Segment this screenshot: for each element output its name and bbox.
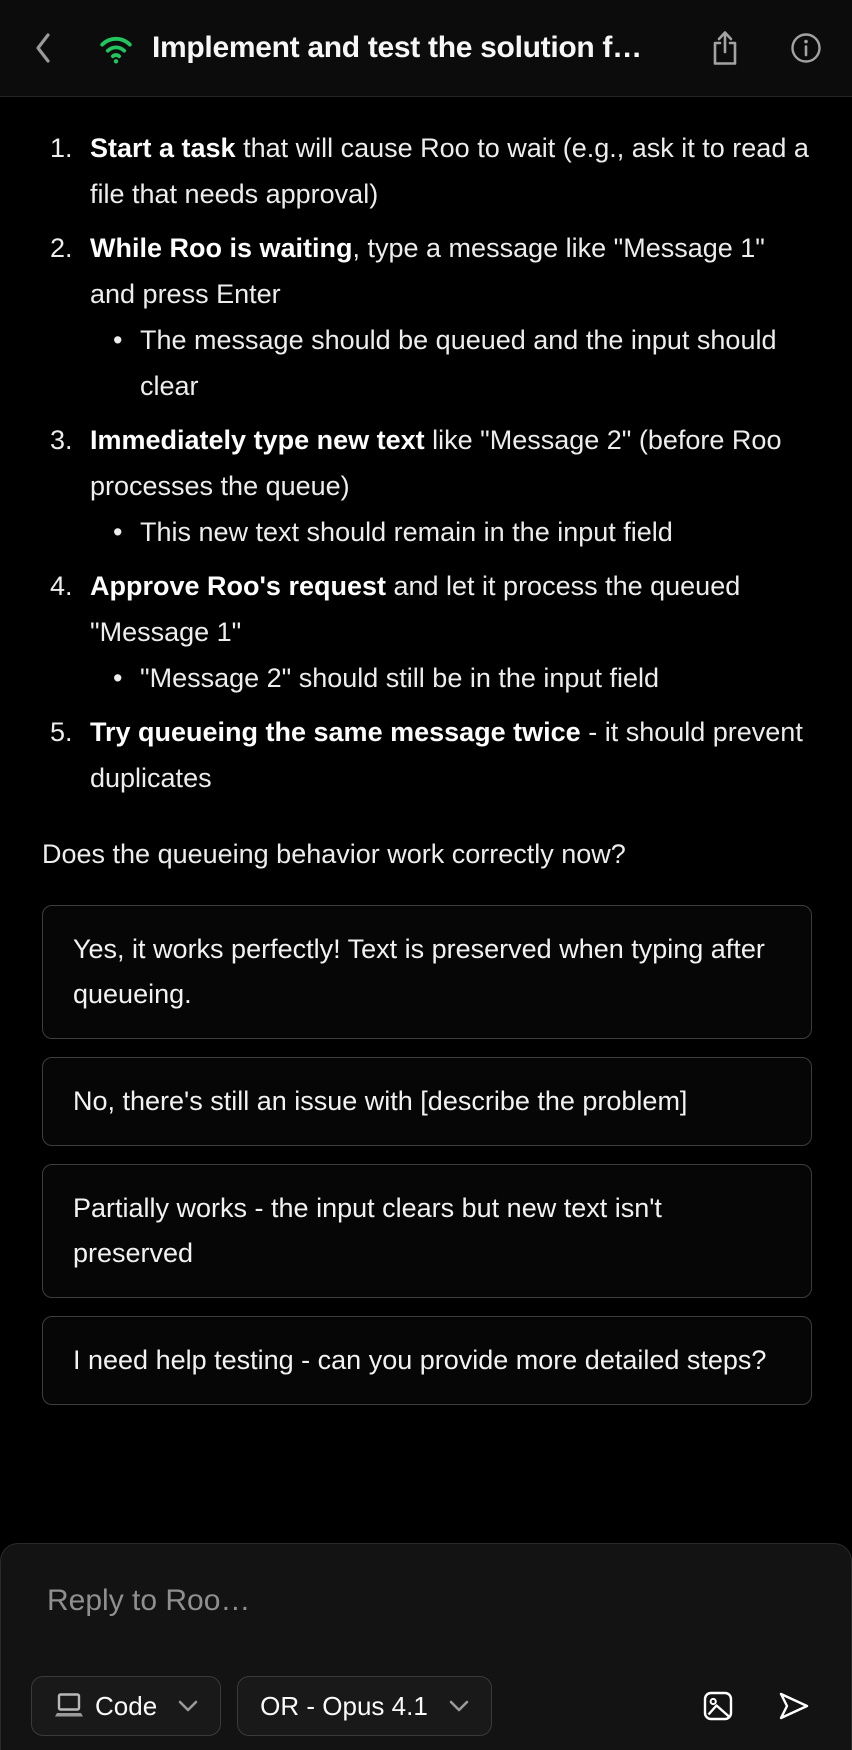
step-rest-text: like "Message 2" (before Roo processes the queue) (90, 425, 782, 501)
step-number: 5. (50, 717, 73, 747)
step-number: 1. (50, 133, 73, 163)
send-button[interactable] (777, 1690, 811, 1722)
send-icon (777, 1690, 811, 1722)
step-rest-text: - it should prevent duplicates (90, 717, 803, 793)
back-button[interactable] (34, 28, 68, 68)
wifi-icon (98, 33, 134, 64)
model-selector[interactable] (237, 1676, 492, 1736)
reply-input[interactable] (31, 1584, 821, 1664)
step-number: 2. (50, 233, 73, 263)
step-item (50, 417, 812, 555)
laptop-icon (54, 1693, 84, 1719)
info-button[interactable] (790, 32, 822, 64)
suggestion-button[interactable]: No, there's still an issue with [describe the problem] (42, 1057, 812, 1146)
step-bold-text: Immediately type new text (90, 425, 425, 455)
question-text: Does the queueing behavior work correctly now? (42, 839, 626, 869)
step-item (50, 709, 812, 801)
step-sub-item: • The message should be queued and the input should clear (140, 317, 812, 409)
step-bold-text: While Roo is waiting (90, 233, 353, 263)
chevron-down-icon (449, 1700, 469, 1712)
image-icon (703, 1691, 733, 1721)
step-rest-text: , type a message like "Message 1" and press Enter (90, 233, 765, 309)
share-icon (710, 29, 740, 67)
model-label: OR - Opus 4.1 (260, 1690, 428, 1721)
suggestion-button[interactable]: Yes, it works perfectly! Text is preserved when typing after queueing. (42, 905, 812, 1039)
suggestions-list (42, 905, 812, 1405)
step-number: 3. (50, 425, 73, 455)
header-actions (710, 29, 822, 67)
composer-toolbar (31, 1676, 811, 1736)
step-rest-text: that will cause Roo to wait (e.g., ask it to read a file that needs approval) (90, 133, 809, 209)
step-sub-item: • "Message 2" should still be in the input field (140, 655, 812, 701)
step-number: 4. (50, 571, 73, 601)
reply-composer (0, 1543, 852, 1750)
suggestion-button[interactable]: I need help testing - can you provide more detailed steps? (42, 1316, 812, 1405)
chevron-left-icon (34, 32, 52, 64)
step-sub-list (90, 655, 812, 701)
mode-selector[interactable] (31, 1676, 221, 1736)
header (0, 0, 852, 97)
message-content (0, 97, 852, 1405)
mode-label: Code (95, 1690, 158, 1721)
share-button[interactable] (710, 29, 740, 67)
page-title: Implement and test the solution f… (152, 31, 642, 64)
step-item (50, 125, 812, 217)
step-bold-text: Start a task (90, 133, 236, 163)
chevron-down-icon (178, 1700, 198, 1712)
step-bold-text: Try queueing the same message twice (90, 717, 581, 747)
step-item (50, 225, 812, 409)
info-icon (790, 32, 822, 64)
attach-image-button[interactable] (703, 1691, 733, 1721)
step-sub-list (90, 317, 812, 409)
step-sub-list (90, 509, 812, 555)
step-sub-item: • This new text should remain in the input field (140, 509, 812, 555)
step-item (50, 563, 812, 701)
step-rest-text: and let it process the queued "Message 1" (90, 571, 741, 647)
suggestion-button[interactable]: Partially works - the input clears but new text isn't preserved (42, 1164, 812, 1298)
steps-list (42, 125, 812, 801)
step-bold-text: Approve Roo's request (90, 571, 386, 601)
